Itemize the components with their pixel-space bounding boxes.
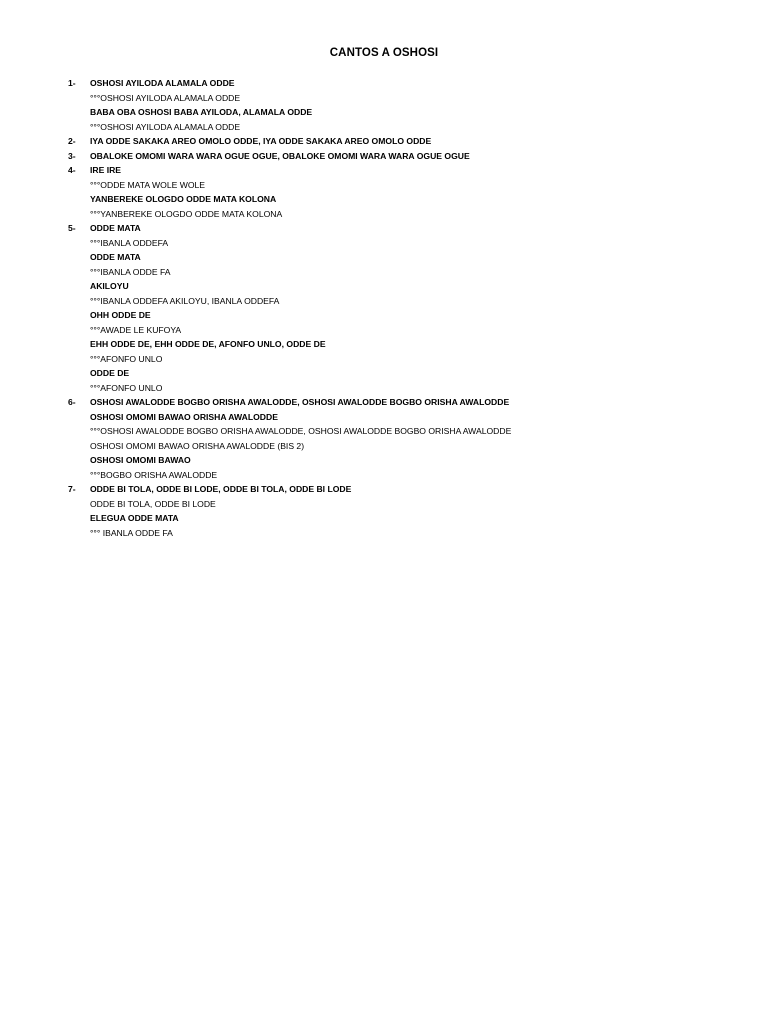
song-line [0,207,768,222]
lyric-call-line: OHH ODDE DE [90,310,151,320]
lyric-response-line: °°°ODDE MATA WOLE WOLE [90,179,206,190]
lyric-call-line: AKILOYU [90,281,129,291]
lyric-response-line: °°°BOGBO ORISHA AWALODDE [90,469,218,480]
lyric-call-line: IYA ODDE SAKAKA AREO OMOLO ODDE, IYA ODDE SAKAKA AREO OMOLO ODDE [90,136,432,146]
lyric-response-line: °°°AFONFO UNLO [90,353,163,364]
lyric-response-line: ODDE BI TOLA, ODDE BI LODE [90,498,216,509]
song-line [0,250,768,265]
song-line [0,468,768,483]
song-number: 4- [68,165,76,175]
song-line [0,366,768,381]
song-list [0,76,768,540]
lyric-call-line: OSHOSI AWALODDE BOGBO ORISHA AWALODDE, OSHOSI AWALODDE BOGBO ORISHA AWALODDE [90,397,510,407]
song-line [0,236,768,251]
song-line [0,439,768,454]
song-line [0,308,768,323]
song-line [0,221,768,236]
song-line [0,192,768,207]
lyric-call-line: OBALOKE OMOMI WARA WARA OGUE OGUE, OBALOKE OMOMI WARA WARA OGUE OGUE [90,150,470,161]
lyric-response-line: °°°OSHOSI AWALODDE BOGBO ORISHA AWALODDE, OSHOSI AWALODDE BOGBO ORISHA AWALODDE [90,426,512,436]
lyric-call-line: EHH ODDE DE, EHH ODDE DE, AFONFO UNLO, ODDE DE [90,339,326,349]
song-line [0,453,768,468]
lyric-response-line: °°°IBANLA ODDEFA AKILOYU, IBANLA ODDEFA [90,295,280,306]
lyric-response-line: °°°AWADE LE KUFOYA [90,324,182,335]
song-number: 1- [68,78,76,88]
song-number: 2- [68,136,76,146]
lyric-call-line: BABA OBA OSHOSI BABA AYILODA, ALAMALA ODDE [90,107,313,117]
song-line [0,178,768,193]
song-number: 5- [68,223,76,233]
song-line [0,395,768,410]
document-title: CANTOS A OSHOSI [329,47,439,59]
song-line [0,76,768,91]
song-line [0,526,768,541]
lyric-response-line: °°°OSHOSI AYILODA ALAMALA ODDE [90,92,241,103]
song-line [0,279,768,294]
song-line [0,511,768,526]
song-line [0,410,768,425]
lyric-response-line: °°°OSHOSI AYILODA ALAMALA ODDE [90,121,241,132]
lyric-call-line: OSHOSI AYILODA ALAMALA ODDE [90,78,235,88]
lyric-call-line: ODDE BI TOLA, ODDE BI LODE, ODDE BI TOLA, ODDE BI LODE [90,484,352,494]
lyric-call-line: ODDE DE [90,368,130,378]
lyric-call-line: IRE IRE [90,165,122,175]
song-line [0,497,768,512]
song-line [0,91,768,106]
lyric-call-line: OSHOSI OMOMI BAWAO ORISHA AWALODDE [90,411,278,422]
lyric-call-line: ODDE MATA [90,223,141,233]
song-line [0,105,768,120]
lyric-response-line: °°°IBANLA ODDE FA [90,266,171,277]
lyric-response-line: °°°YANBEREKE OLOGDO ODDE MATA KOLONA [90,208,283,219]
lyric-response-line: °°° IBANLA ODDE FA [90,527,173,538]
song-line [0,381,768,396]
song-line [0,294,768,309]
song-number: 3- [68,150,76,161]
lyric-call-line: YANBEREKE OLOGDO ODDE MATA KOLONA [90,194,277,204]
song-line [0,323,768,338]
song-line [0,134,768,149]
song-line [0,424,768,439]
song-line [0,337,768,352]
song-line [0,482,768,497]
lyric-response-line: OSHOSI OMOMI BAWAO ORISHA AWALODDE (BIS 2) [90,440,305,451]
song-line [0,120,768,135]
lyric-call-line: ELEGUA ODDE MATA [90,513,179,523]
lyric-call-line: ODDE MATA [90,252,141,262]
song-number: 7- [68,484,76,494]
song-line [0,352,768,367]
song-line [0,265,768,280]
lyric-response-line: °°°AFONFO UNLO [90,382,163,393]
lyric-response-line: °°°IBANLA ODDEFA [90,237,169,248]
song-number: 6- [68,397,76,407]
song-line [0,149,768,164]
song-line [0,163,768,178]
lyric-call-line: OSHOSI OMOMI BAWAO [90,455,191,465]
